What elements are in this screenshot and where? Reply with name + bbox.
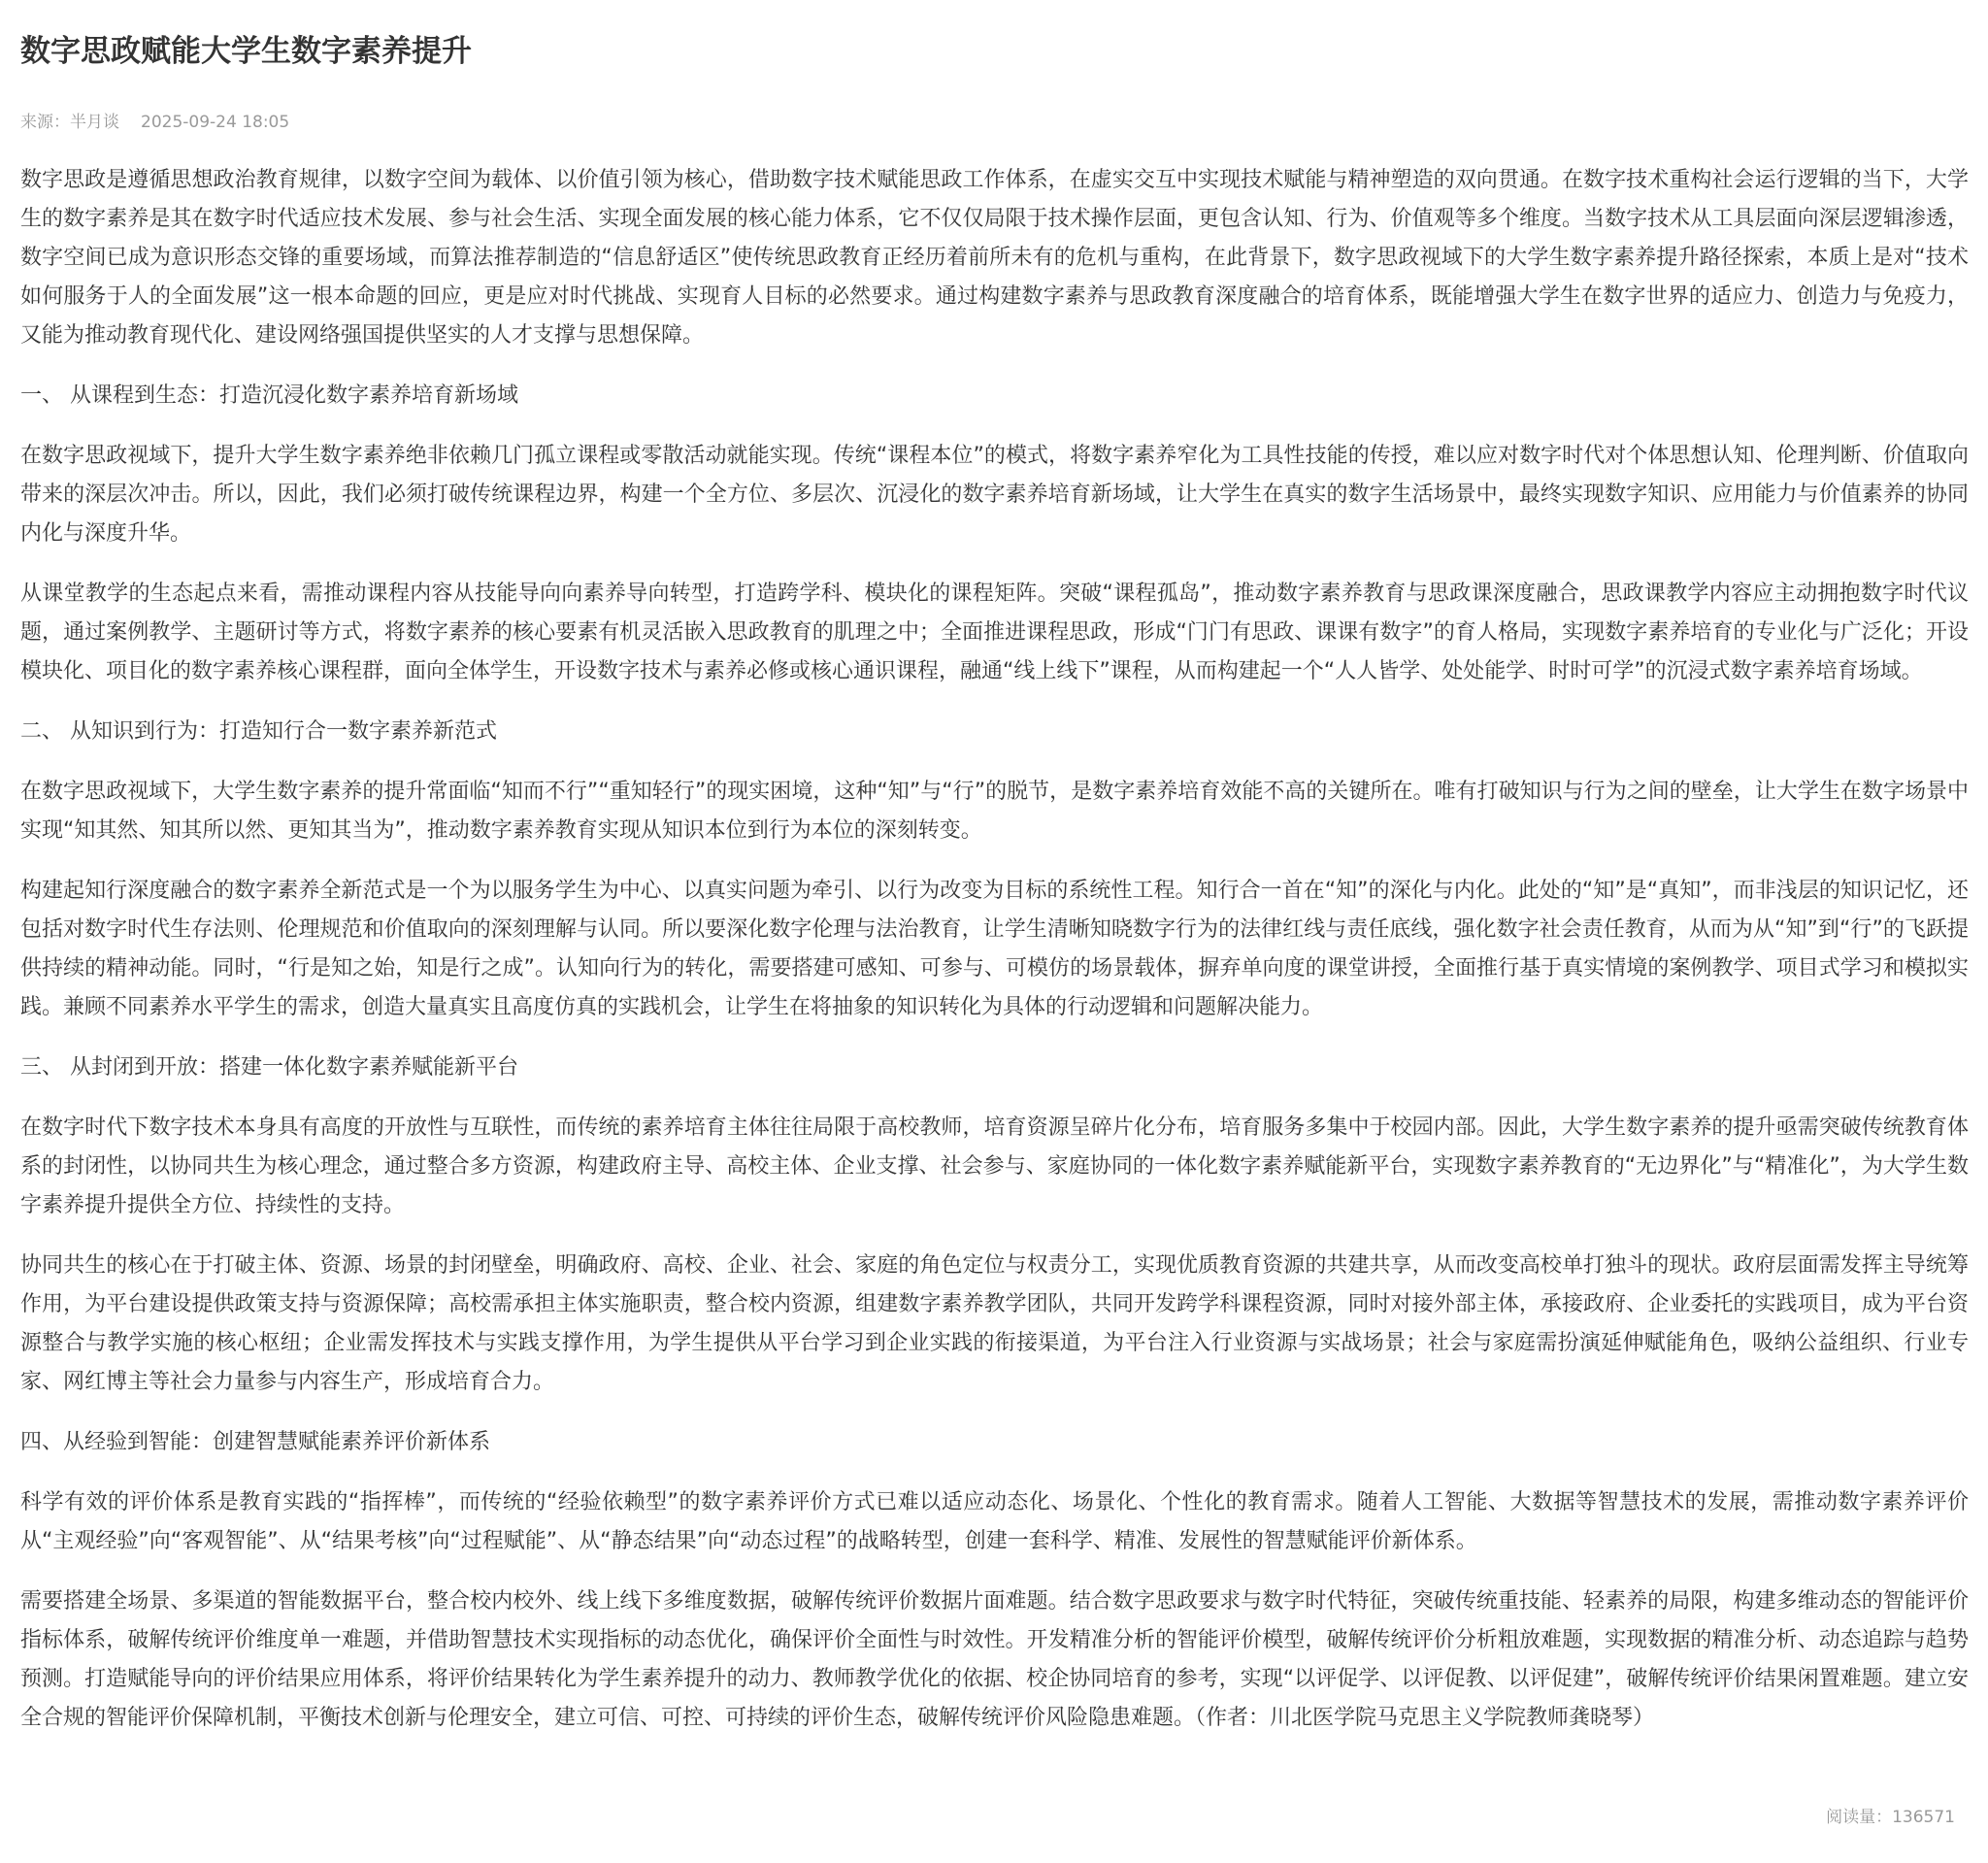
- section-heading: 四、从经验到智能：创建智慧赋能素养评价新体系: [20, 1430, 491, 1454]
- section-heading: 二、 从知识到行为：打造知行合一数字素养新范式: [20, 719, 497, 744]
- article-meta: [20, 111, 1969, 134]
- section-heading: 一、 从课程到生态：打造沉浸化数字素养培育新场域: [20, 383, 518, 408]
- article-body: [20, 161, 1969, 1738]
- section-heading: 三、 从封闭到开放：搭建一体化数字素养赋能新平台: [20, 1055, 518, 1080]
- article-date: 2025-09-24 18:05: [141, 113, 290, 132]
- paragraph: 需要搭建全场景、多渠道的智能数据平台，整合校内校外、线上线下多维度数据，破解传统评价数据片面难题。结合数字思政要求与数字时代特征，突破传统重技能、轻素养的局限，构建多维动态的智能评价指标体系，破解传统评价维度单一难题，并借助智慧技术实现指标的动态优化，确保评价全面性与时效性。开发精准分析的智能评价模型，破解传统评价分析粗放难题，实现数据的精准分析、动态追踪与趋势预测。打造赋能导向的评价结果应用体系，将评价结果转化为学生素养提升的动力、教师教学优化的依据、校企协同培育的参考，实现“以评促学、以评促教、以评促建”，破解传统评价结果闲置难题。建立安全合规的智能评价保障机制，平衡技术创新与伦理安全，建立可信、可控、可持续的评价生态，破解传统评价风险隐患难题。（作者：川北医学院马克思主义学院教师龚晓琴）: [20, 1589, 1969, 1730]
- paragraph: 构建起知行深度融合的数字素养全新范式是一个为以服务学生为中心、以真实问题为牵引、以行为改变为目标的系统性工程。知行合一首在“知”的深化与内化。此处的“知”是“真知”，而非浅层的知识记忆，还包括对数字时代生存法则、伦理规范和价值取向的深刻理解与认同。所以要深化数字伦理与法治教育，让学生清晰知晓数字行为的法律红线与责任底线，强化数字社会责任教育，从而为从“知”到“行”的飞跃提供持续的精神动能。同时，“行是知之始，知是行之成”。认知向行为的转化，需要搭建可感知、可参与、可模仿的场景载体，摒弃单向度的课堂讲授，全面推行基于真实情境的案例教学、项目式学习和模拟实践。兼顾不同素养水平学生的需求，创造大量真实且高度仿真的实践机会，让学生在将抽象的知识转化为具体的行动逻辑和问题解决能力。: [20, 879, 1969, 1019]
- paragraph: 在数字思政视域下，大学生数字素养的提升常面临“知而不行”“重知轻行”的现实困境，这种“知”与“行”的脱节，是数字素养培育效能不高的关键所在。唯有打破知识与行为之间的壁垒，让大学生在数字场景中实现“知其然、知其所以然、更知其当为”，推动数字素养教育实现从知识本位到行为本位的深刻转变。: [20, 780, 1969, 843]
- read-count: 阅读量：136571: [1826, 1808, 1955, 1827]
- paragraph: 协同共生的核心在于打破主体、资源、场景的封闭壁垒，明确政府、高校、企业、社会、家庭的角色定位与权责分工，实现优质教育资源的共建共享，从而改变高校单打独斗的现状。政府层面需发挥主导统筹作用，为平台建设提供政策支持与资源保障；高校需承担主体实施职责，整合校内资源，组建数字素养教学团队，共同开发跨学科课程资源，同时对接外部主体，承接政府、企业委托的实践项目，成为平台资源整合与教学实施的核心枢纽；企业需发挥技术与实践支撑作用，为学生提供从平台学习到企业实践的衔接渠道，为平台注入行业资源与实战场景；社会与家庭需扮演延伸赋能角色，吸纳公益组织、行业专家、网红博主等社会力量参与内容生产，形成培育合力。: [20, 1253, 1969, 1394]
- article-title: 数字思政赋能大学生数字素养提升: [20, 34, 472, 69]
- paragraph: 在数字思政视域下，提升大学生数字素养绝非依赖几门孤立课程或零散活动就能实现。传统“课程本位”的模式，将数字素养窄化为工具性技能的传授，难以应对数字时代对个体思想认知、伦理判断、价值取向带来的深层次冲击。所以，因此，我们必须打破传统课程边界，构建一个全方位、多层次、沉浸化的数字素养培育新场域，让大学生在真实的数字生活场景中，最终实现数字知识、应用能力与价值素养的协同内化与深度升华。: [20, 444, 1969, 546]
- article-source: 来源：半月谈: [20, 113, 119, 132]
- paragraph: 科学有效的评价体系是教育实践的“指挥棒”，而传统的“经验依赖型”的数字素养评价方式已难以适应动态化、场景化、个性化的教育需求。随着人工智能、大数据等智慧技术的发展，需推动数字素养评价从“主观经验”向“客观智能”、从“结果考核”向“过程赋能”、从“静态结果”向“动态过程”的战略转型，创建一套科学、精准、发展性的智慧赋能评价新体系。: [20, 1490, 1969, 1553]
- paragraph: 从课堂教学的生态起点来看，需推动课程内容从技能导向向素养导向转型，打造跨学科、模块化的课程矩阵。突破“课程孤岛”，推动数字素养教育与思政课深度融合，思政课教学内容应主动拥抱数字时代议题，通过案例教学、主题研讨等方式，将数字素养的核心要素有机灵活嵌入思政教育的肌理之中；全面推进课程思政，形成“门门有思政、课课有数字”的育人格局，实现数字素养培育的专业化与广泛化；开设模块化、项目化的数字素养核心课程群，面向全体学生，开设数字技术与素养必修或核心通识课程，融通“线上线下”课程，从而构建起一个“人人皆学、处处能学、时时可学”的沉浸式数字素养培育场域。: [20, 582, 1969, 683]
- paragraph: 数字思政是遵循思想政治教育规律，以数字空间为载体、以价值引领为核心，借助数字技术赋能思政工作体系，在虚实交互中实现技术赋能与精神塑造的双向贯通。在数字技术重构社会运行逻辑的当下，大学生的数字素养是其在数字时代适应技术发展、参与社会生活、实现全面发展的核心能力体系，它不仅仅局限于技术操作层面，更包含认知、行为、价值观等多个维度。当数字技术从工具层面向深层逻辑渗透，数字空间已成为意识形态交锋的重要场域，而算法推荐制造的“信息舒适区”使传统思政教育正经历着前所未有的危机与重构，在此背景下，数字思政视域下的大学生数字素养提升路径探索，本质上是对“技术如何服务于人的全面发展”这一根本命题的回应，更是应对时代挑战、实现育人目标的必然要求。通过构建数字素养与思政教育深度融合的培育体系，既能增强大学生在数字世界的适应力、创造力与免疫力，又能为推动教育现代化、建设网络强国提供坚实的人才支撑与思想保障。: [20, 168, 1969, 348]
- paragraph: 在数字时代下数字技术本身具有高度的开放性与互联性，而传统的素养培育主体往往局限于高校教师，培育资源呈碎片化分布，培育服务多集中于校园内部。因此，大学生数字素养的提升亟需突破传统教育体系的封闭性，以协同共生为核心理念，通过整合多方资源，构建政府主导、高校主体、企业支撑、社会参与、家庭协同的一体化数字素养赋能新平台，实现数字素养教育的“无边界化”与“精准化”，为大学生数字素养提升提供全方位、持续性的支持。: [20, 1115, 1969, 1217]
